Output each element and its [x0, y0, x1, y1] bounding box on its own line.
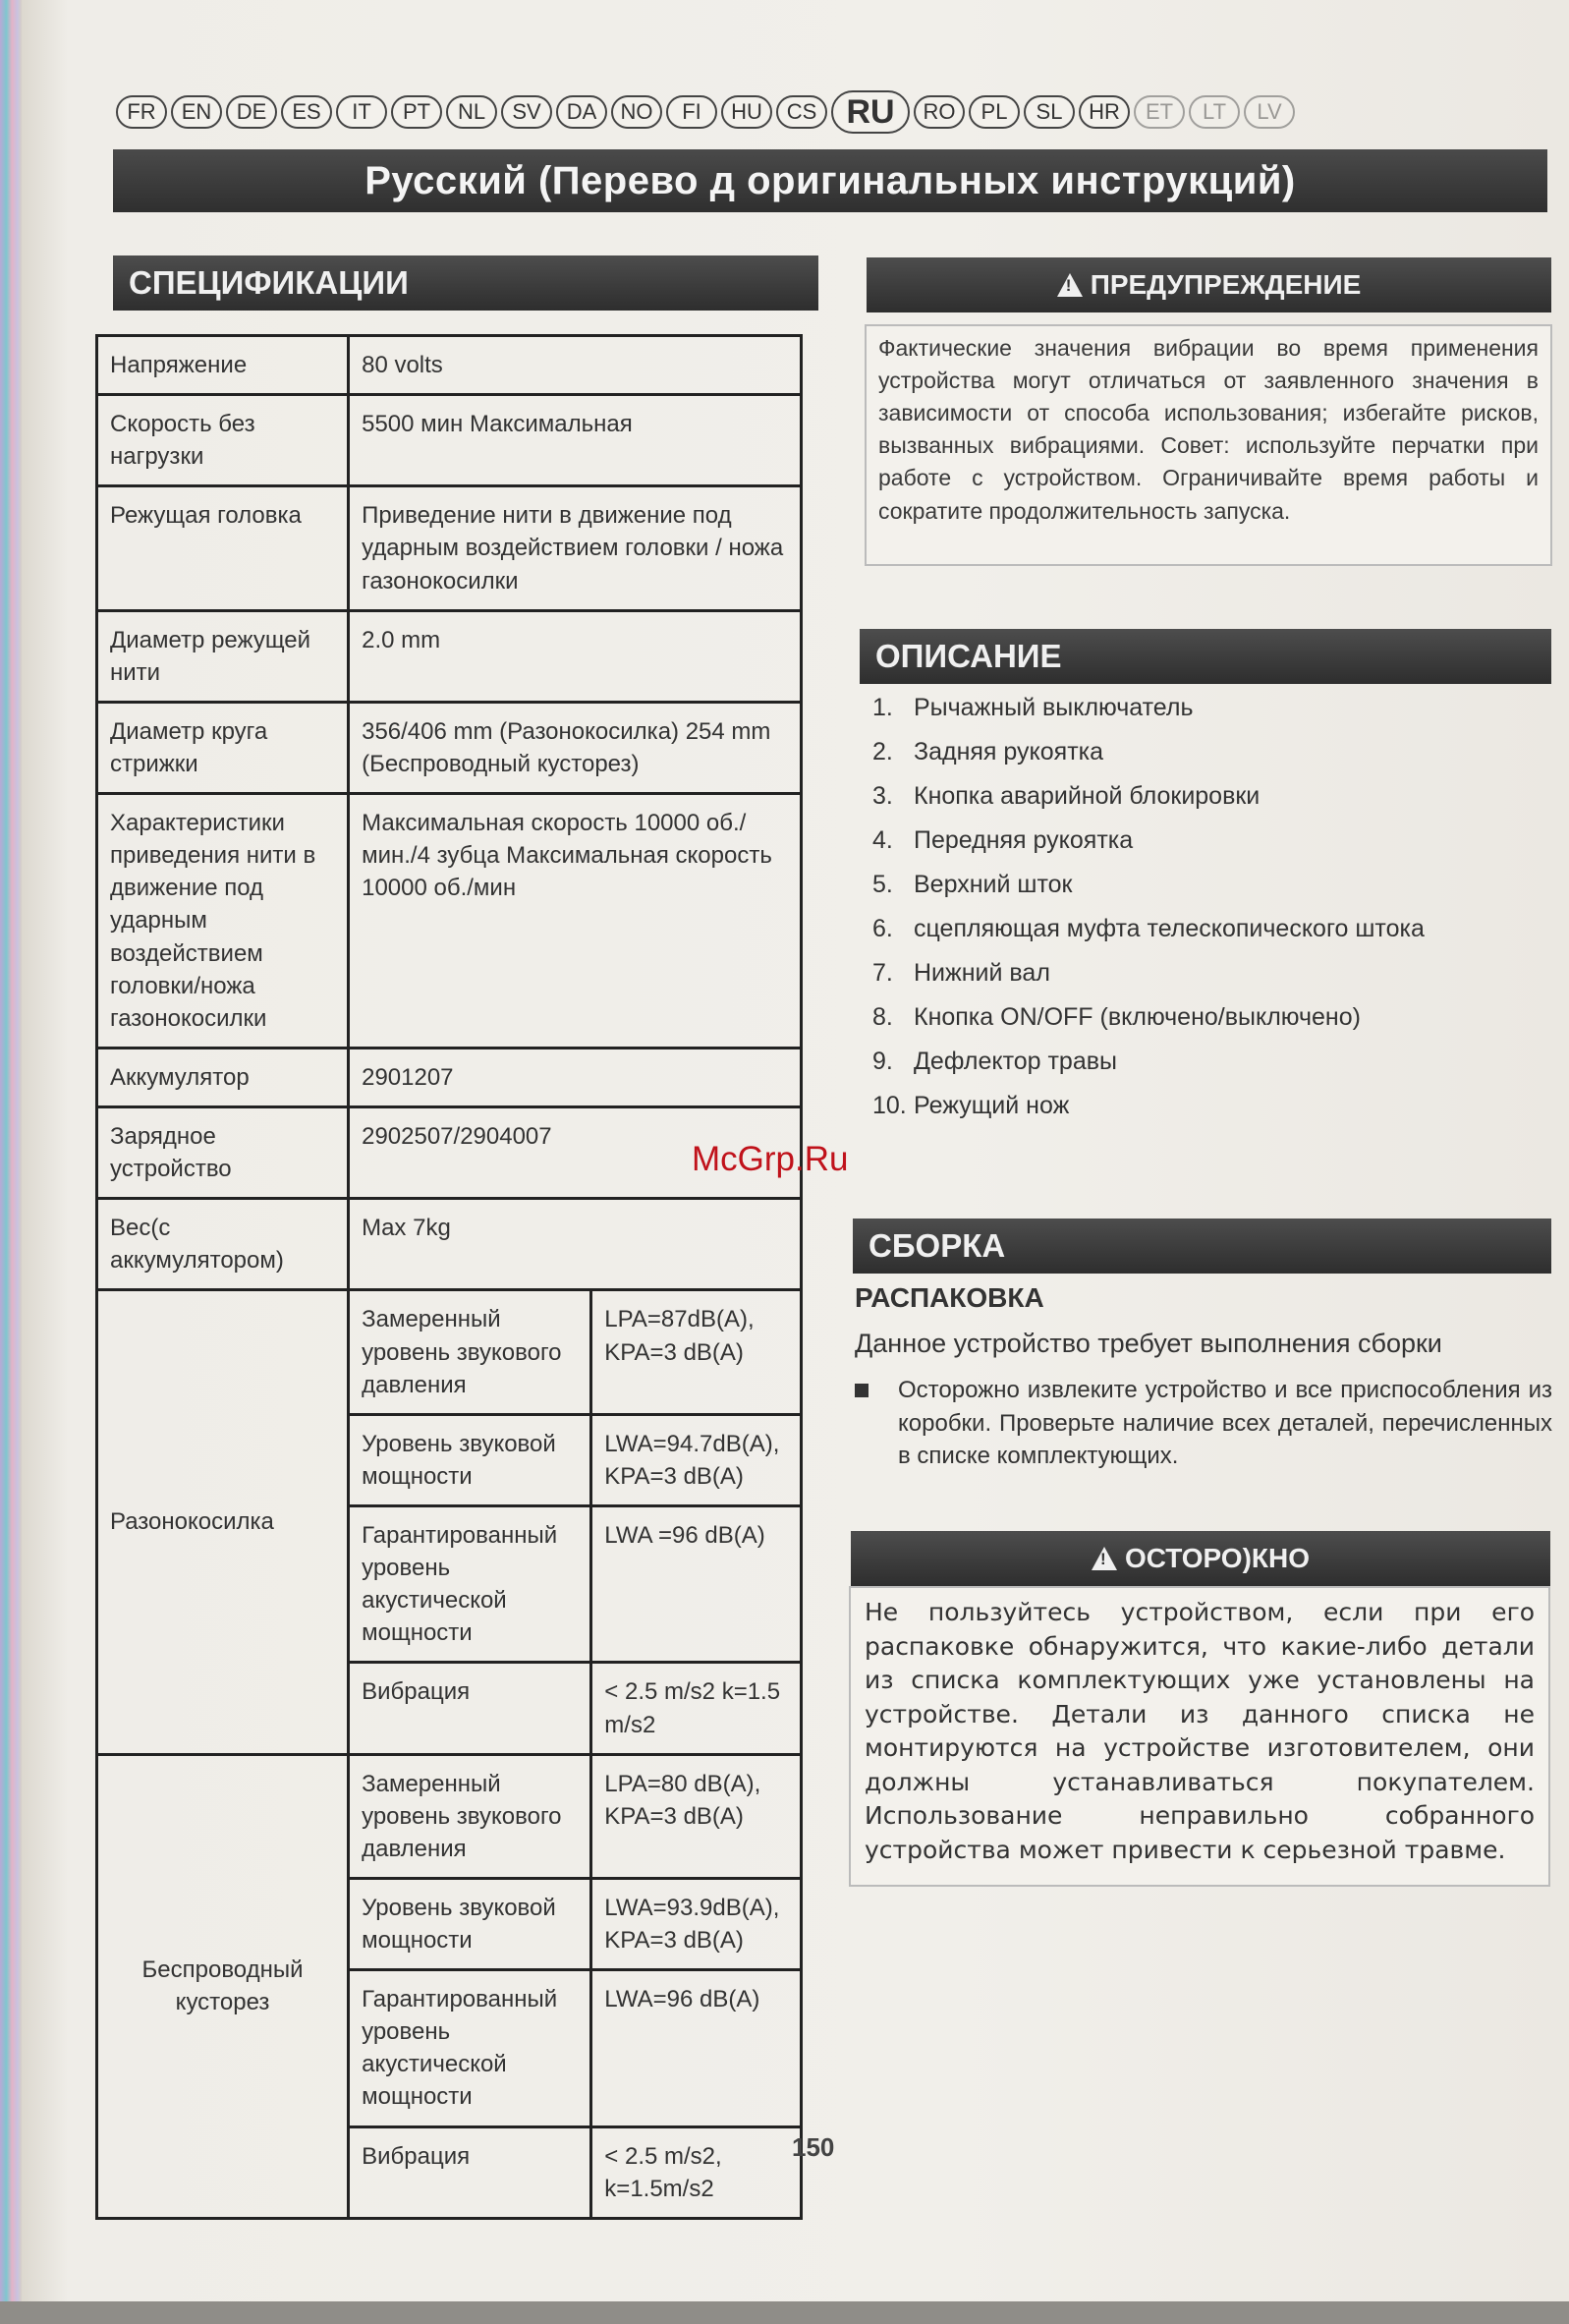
spec-label: Скорость без нагрузки — [97, 395, 349, 486]
list-item — [872, 694, 1541, 738]
spec-row — [97, 1048, 802, 1106]
spec-value: Максимальная скорость 10000 об./мин./4 зубца Максимальная скорость 10000 об./мин — [349, 794, 802, 1049]
warning-triangle-icon — [1092, 1547, 1117, 1570]
assembly-bullet — [855, 1374, 1552, 1473]
item-text: Нижний вал — [914, 959, 1050, 987]
list-item — [872, 1048, 1541, 1092]
list-item — [872, 826, 1541, 871]
lang-ro: RO — [914, 95, 965, 129]
item-text: Кнопка ON/OFF (включено/выключено) — [914, 1003, 1361, 1031]
lang-da: DA — [556, 95, 607, 129]
spec-value: LWA=94.7dB(A), KPA=3 dB(A) — [591, 1414, 802, 1505]
item-text: Кнопка аварийной блокировки — [914, 782, 1261, 810]
caution-box — [849, 1586, 1550, 1887]
spec-label: Замеренный уровень звукового давления — [349, 1290, 591, 1414]
item-number: 1. — [872, 694, 893, 721]
page-title-bar — [113, 149, 1547, 212]
item-text: Верхний шток — [914, 871, 1073, 898]
spec-row — [97, 794, 802, 1049]
spec-value: 5500 мин Максимальная — [349, 395, 802, 486]
spec-label: Гарантированный уровень акустической мощности — [349, 1970, 591, 2126]
lang-de: DE — [226, 95, 277, 129]
spec-label: Режущая головка — [97, 486, 349, 610]
spec-value: LWA=96 dB(A) — [591, 1970, 802, 2126]
spec-row — [97, 1754, 802, 1878]
spec-label: Характеристики приведения нити в движение под ударным воздействием головки/ножа газонокосилки — [97, 794, 349, 1049]
lang-cs: CS — [776, 95, 827, 129]
spec-row — [97, 1290, 802, 1414]
assembly-heading: СБОРКА — [853, 1219, 1551, 1274]
spec-row — [97, 702, 802, 793]
lang-it: IT — [336, 95, 387, 129]
caution-heading — [851, 1531, 1550, 1586]
spec-row — [97, 1199, 802, 1290]
item-text: Дефлектор травы — [914, 1048, 1117, 1075]
warning-box — [865, 324, 1552, 566]
item-text: Задняя рукоятка — [914, 738, 1104, 765]
description-list — [872, 694, 1541, 1136]
page-title: Русский (Перево д оригинальных инструкций) — [364, 158, 1296, 202]
list-item — [872, 1092, 1541, 1136]
spec-value: < 2.5 m/s2, k=1.5m/s2 — [591, 2126, 802, 2218]
assembly-intro: Данное устройство требует выполнения сборки — [855, 1329, 1442, 1358]
spec-label: Вибрация — [349, 1663, 591, 1754]
list-item — [872, 915, 1541, 959]
item-number: 8. — [872, 1003, 893, 1031]
item-text: Передняя рукоятка — [914, 826, 1134, 854]
spec-row — [97, 395, 802, 486]
warning-heading-label: ПРЕДУПРЕЖДЕНИЕ — [1090, 269, 1362, 300]
warning-heading — [867, 257, 1551, 312]
lang-hu: HU — [721, 95, 772, 129]
item-text: Режущий нож — [914, 1092, 1070, 1119]
lang-nl: NL — [446, 95, 497, 129]
watermark: McGrp.Ru — [692, 1140, 849, 1178]
spec-value: LPA=87dB(A), KPA=3 dB(A) — [591, 1290, 802, 1414]
spec-label: Вес(с аккумулятором) — [97, 1199, 349, 1290]
item-text: сцепляющая муфта телескопического штока — [914, 915, 1425, 942]
spec-group-name: Беспроводный кусторез — [97, 1754, 349, 2218]
spec-value: 356/406 mm (Разонокосилка) 254 mm (Беспроводный кусторез) — [349, 702, 802, 793]
lang-ru-active: RU — [831, 90, 910, 134]
unpacking-subheading: РАСПАКОВКА — [855, 1282, 1044, 1313]
spec-value: Max 7kg — [349, 1199, 802, 1290]
item-number: 9. — [872, 1048, 893, 1075]
caution-text: Не пользуйтесь устройством, если при его распаковке обнаружится, что какие-либо детали из списка комплектующих уже установлены на устройстве. Детали из данного списка не монтируются на устройстве изготовителем, они должны устанавливаться покупателем. Использование неправильно собранного устройства может привести к серьезной травме. — [865, 1598, 1535, 1864]
item-number: 2. — [872, 738, 893, 765]
lang-lt: LT — [1189, 95, 1240, 129]
list-item — [872, 871, 1541, 915]
spec-row — [97, 336, 802, 395]
spec-label: Вибрация — [349, 2126, 591, 2218]
spec-label: Гарантированный уровень акустической мощности — [349, 1505, 591, 1662]
spec-value: 2.0 mm — [349, 610, 802, 702]
lang-fi: FI — [666, 95, 717, 129]
lang-et: ET — [1134, 95, 1185, 129]
assembly-bullet-text: Осторожно извлеките устройство и все приспособления из коробки. Проверьте наличие всех деталей, перечисленных в списке комплектующих. — [898, 1377, 1552, 1470]
spec-value: 80 volts — [349, 336, 802, 395]
list-item — [872, 1003, 1541, 1048]
spec-label: Аккумулятор — [97, 1048, 349, 1106]
lang-en: EN — [171, 95, 222, 129]
spec-label: Диаметр круга стрижки — [97, 702, 349, 793]
spec-label: Замеренный уровень звукового давления — [349, 1754, 591, 1878]
lang-no: NO — [611, 95, 662, 129]
spec-row — [97, 610, 802, 702]
spec-row — [97, 486, 802, 610]
lang-fr: FR — [116, 95, 167, 129]
spec-label: Уровень звуковой мощности — [349, 1878, 591, 1969]
language-bar — [116, 90, 1550, 134]
list-item — [872, 738, 1541, 782]
lang-lv: LV — [1244, 95, 1295, 129]
spec-value: Приведение нити в движение под ударным воздействием головки / ножа газонокосилки — [349, 486, 802, 610]
list-item — [872, 782, 1541, 826]
page-bottom-edge — [0, 2301, 1569, 2324]
specs-heading: СПЕЦИФИКАЦИИ — [113, 255, 818, 311]
spec-value: LWA =96 dB(A) — [591, 1505, 802, 1662]
book-spine-edge — [0, 0, 22, 2324]
item-number: 5. — [872, 871, 893, 898]
item-number: 7. — [872, 959, 893, 987]
lang-sl: SL — [1024, 95, 1075, 129]
lang-es: ES — [281, 95, 332, 129]
spec-label: Зарядное устройство — [97, 1106, 349, 1198]
lang-hr: HR — [1079, 95, 1130, 129]
item-number: 3. — [872, 782, 893, 810]
warning-text: Фактические значения вибрации во время применения устройства могут отличаться от заявленного значения в зависимости от способа использования; избегайте рисков, вызванных вибрациями. Совет: используйте перчатки при работе с устройством. Ограничивайте время работы и сократите продолжительность запуска. — [878, 335, 1539, 524]
list-item — [872, 959, 1541, 1003]
spec-label: Уровень звуковой мощности — [349, 1414, 591, 1505]
spec-value: < 2.5 m/s2 k=1.5 m/s2 — [591, 1663, 802, 1754]
lang-pl: PL — [969, 95, 1020, 129]
spec-value: LWA=93.9dB(A), KPA=3 dB(A) — [591, 1878, 802, 1969]
square-bullet-icon — [855, 1384, 869, 1397]
caution-heading-label: ОСТОРО)КНО — [1125, 1543, 1310, 1573]
item-text: Рычажный выключатель — [914, 694, 1194, 721]
lang-pt: PT — [391, 95, 442, 129]
spec-value: 2902507/2904007 — [349, 1106, 802, 1198]
description-heading: ОПИСАНИЕ — [860, 629, 1551, 684]
spec-label: Напряжение — [97, 336, 349, 395]
specs-table — [95, 334, 803, 2220]
page-number: 150 — [792, 2132, 835, 2162]
lang-sv: SV — [501, 95, 552, 129]
spec-value: 2901207 — [349, 1048, 802, 1106]
item-number: 10. — [872, 1092, 907, 1119]
spec-label: Диаметр режущей нити — [97, 610, 349, 702]
item-number: 4. — [872, 826, 893, 854]
warning-triangle-icon — [1057, 273, 1083, 297]
item-number: 6. — [872, 915, 893, 942]
spec-group-name: Разонокосилка — [97, 1290, 349, 1754]
spec-value: LPA=80 dB(A), KPA=3 dB(A) — [591, 1754, 802, 1878]
